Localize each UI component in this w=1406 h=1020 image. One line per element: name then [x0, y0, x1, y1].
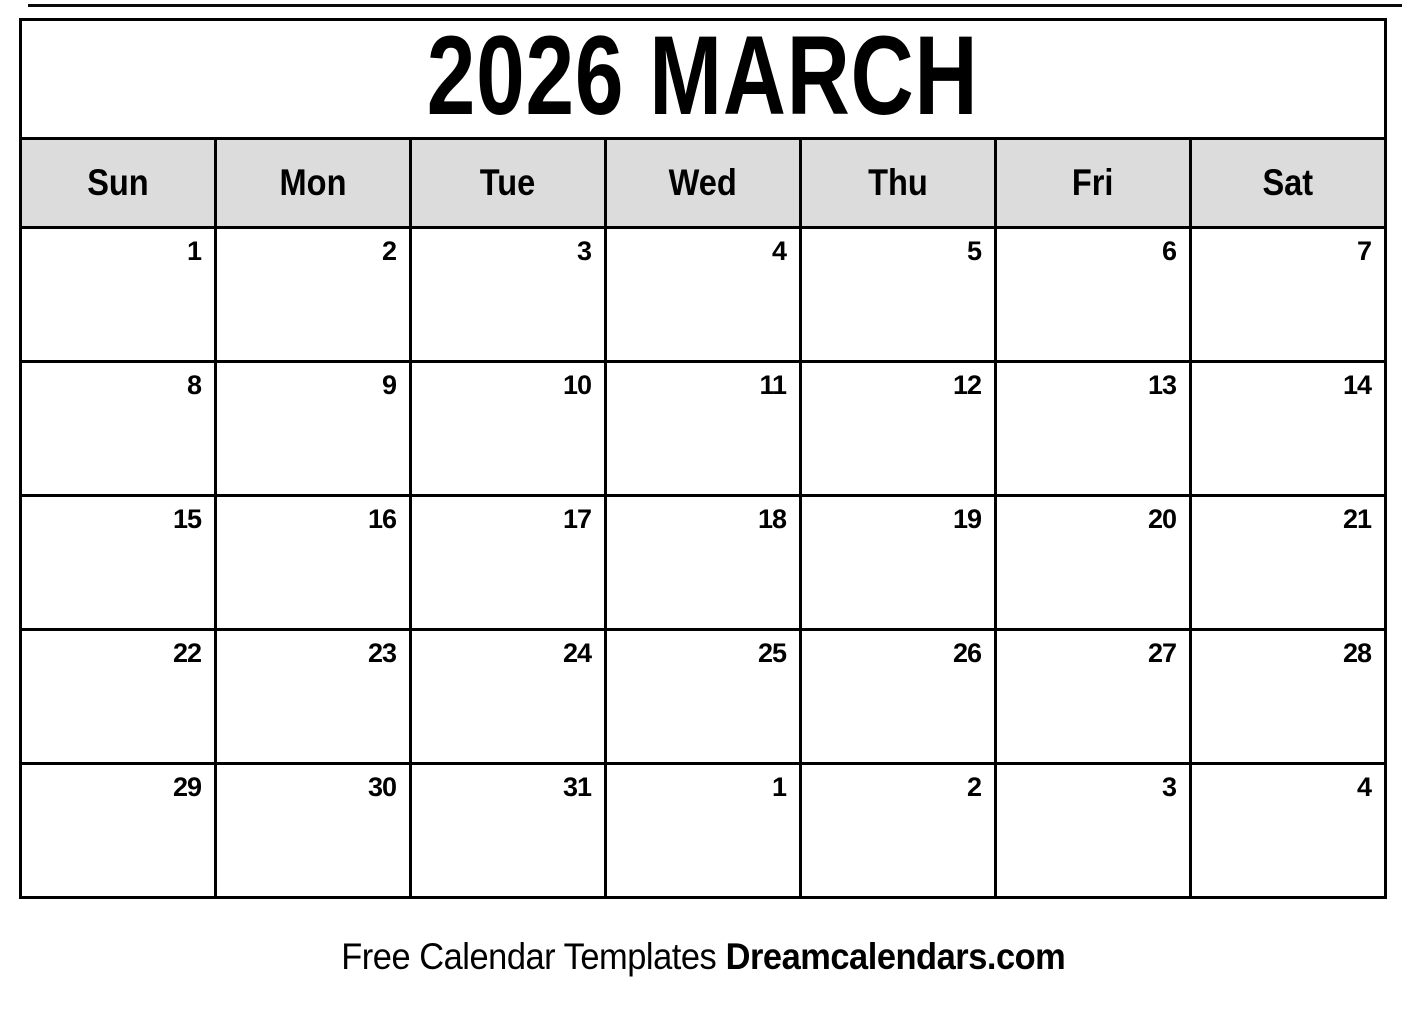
day-cell: [606, 362, 801, 496]
date-number: 6: [1161, 236, 1176, 266]
date-number: 8: [186, 370, 201, 400]
weekday-header-tue: [411, 139, 606, 228]
weekday-label: Wed: [668, 162, 738, 203]
date-number: 17: [562, 504, 591, 534]
day-cell: [216, 362, 411, 496]
week-row: [21, 496, 1386, 630]
day-cell: [21, 228, 216, 362]
week-row: [21, 630, 1386, 764]
weekday-header-sat: [1191, 139, 1386, 228]
weekday-label: Tue: [480, 162, 536, 203]
date-number: 12: [952, 370, 981, 400]
footer: [0, 936, 1406, 978]
day-cell: [996, 630, 1191, 764]
date-number: 26: [952, 638, 981, 668]
weekday-label: Thu: [868, 162, 928, 203]
day-cell: [606, 228, 801, 362]
date-number: 23: [367, 638, 396, 668]
weekday-label: Sun: [87, 162, 149, 203]
day-cell: [996, 764, 1191, 898]
day-cell: [1191, 630, 1386, 764]
weekday-header-mon: [216, 139, 411, 228]
date-number: 1: [186, 236, 201, 266]
date-number: 27: [1147, 638, 1176, 668]
footer-text: Free Calendar Templates: [340, 936, 716, 977]
date-number: 16: [367, 504, 396, 534]
weekday-header-sun: [21, 139, 216, 228]
day-cell: [1191, 496, 1386, 630]
day-cell: [216, 228, 411, 362]
day-cell: [411, 630, 606, 764]
day-cell: [801, 764, 996, 898]
date-number: 28: [1342, 638, 1371, 668]
weekday-label: Mon: [279, 162, 347, 203]
week-row: [21, 362, 1386, 496]
day-cell: [606, 630, 801, 764]
week-row: [21, 228, 1386, 362]
calendar-grid: [19, 137, 1387, 899]
date-number: 19: [952, 504, 981, 534]
date-number: 29: [172, 772, 201, 802]
day-cell: [411, 496, 606, 630]
date-number: 3: [1161, 772, 1176, 802]
date-number: 2: [966, 772, 981, 802]
date-number: 21: [1342, 504, 1371, 534]
day-cell: [411, 228, 606, 362]
day-cell: [216, 764, 411, 898]
date-number: 9: [381, 370, 396, 400]
date-number: 15: [172, 504, 201, 534]
date-number: 25: [757, 638, 786, 668]
day-cell: [996, 228, 1191, 362]
day-cell: [21, 496, 216, 630]
day-cell: [801, 228, 996, 362]
day-cell: [21, 764, 216, 898]
date-number: 2: [381, 236, 396, 266]
day-cell: [1191, 228, 1386, 362]
calendar-title-box: [19, 13, 1387, 140]
day-cell: [411, 764, 606, 898]
date-number: 30: [367, 772, 396, 802]
date-number: 11: [759, 370, 786, 400]
date-number: 20: [1147, 504, 1176, 534]
weekday-header-fri: [996, 139, 1191, 228]
footer-brand: Dreamcalendars.com: [725, 936, 1066, 977]
day-cell: [801, 496, 996, 630]
date-number: 13: [1147, 370, 1176, 400]
date-number: 24: [562, 638, 591, 668]
weekday-header-row: [21, 139, 1386, 228]
date-number: 18: [757, 504, 786, 534]
day-cell: [801, 362, 996, 496]
day-cell: [996, 362, 1191, 496]
date-number: 31: [562, 772, 591, 802]
date-number: 14: [1342, 370, 1371, 400]
day-cell: [996, 496, 1191, 630]
weekday-header-thu: [801, 139, 996, 228]
day-cell: [216, 496, 411, 630]
date-number: 4: [1356, 772, 1371, 802]
calendar-title: 2026 MARCH: [427, 13, 979, 138]
day-cell: [801, 630, 996, 764]
day-cell: [21, 630, 216, 764]
weekday-label: Fri: [1072, 162, 1114, 203]
day-cell: [411, 362, 606, 496]
date-number: 10: [562, 370, 591, 400]
day-cell: [606, 764, 801, 898]
day-cell: [216, 630, 411, 764]
day-cell: [21, 362, 216, 496]
date-number: 4: [771, 236, 786, 266]
weekday-header-wed: [606, 139, 801, 228]
date-number: 22: [172, 638, 201, 668]
day-cell: [1191, 362, 1386, 496]
day-cell: [1191, 764, 1386, 898]
week-row: [21, 764, 1386, 898]
date-number: 7: [1356, 236, 1371, 266]
top-edge-line: [28, 4, 1402, 7]
date-number: 3: [576, 236, 591, 266]
day-cell: [606, 496, 801, 630]
date-number: 1: [771, 772, 786, 802]
weekday-label: Sat: [1262, 162, 1314, 203]
date-number: 5: [966, 236, 981, 266]
